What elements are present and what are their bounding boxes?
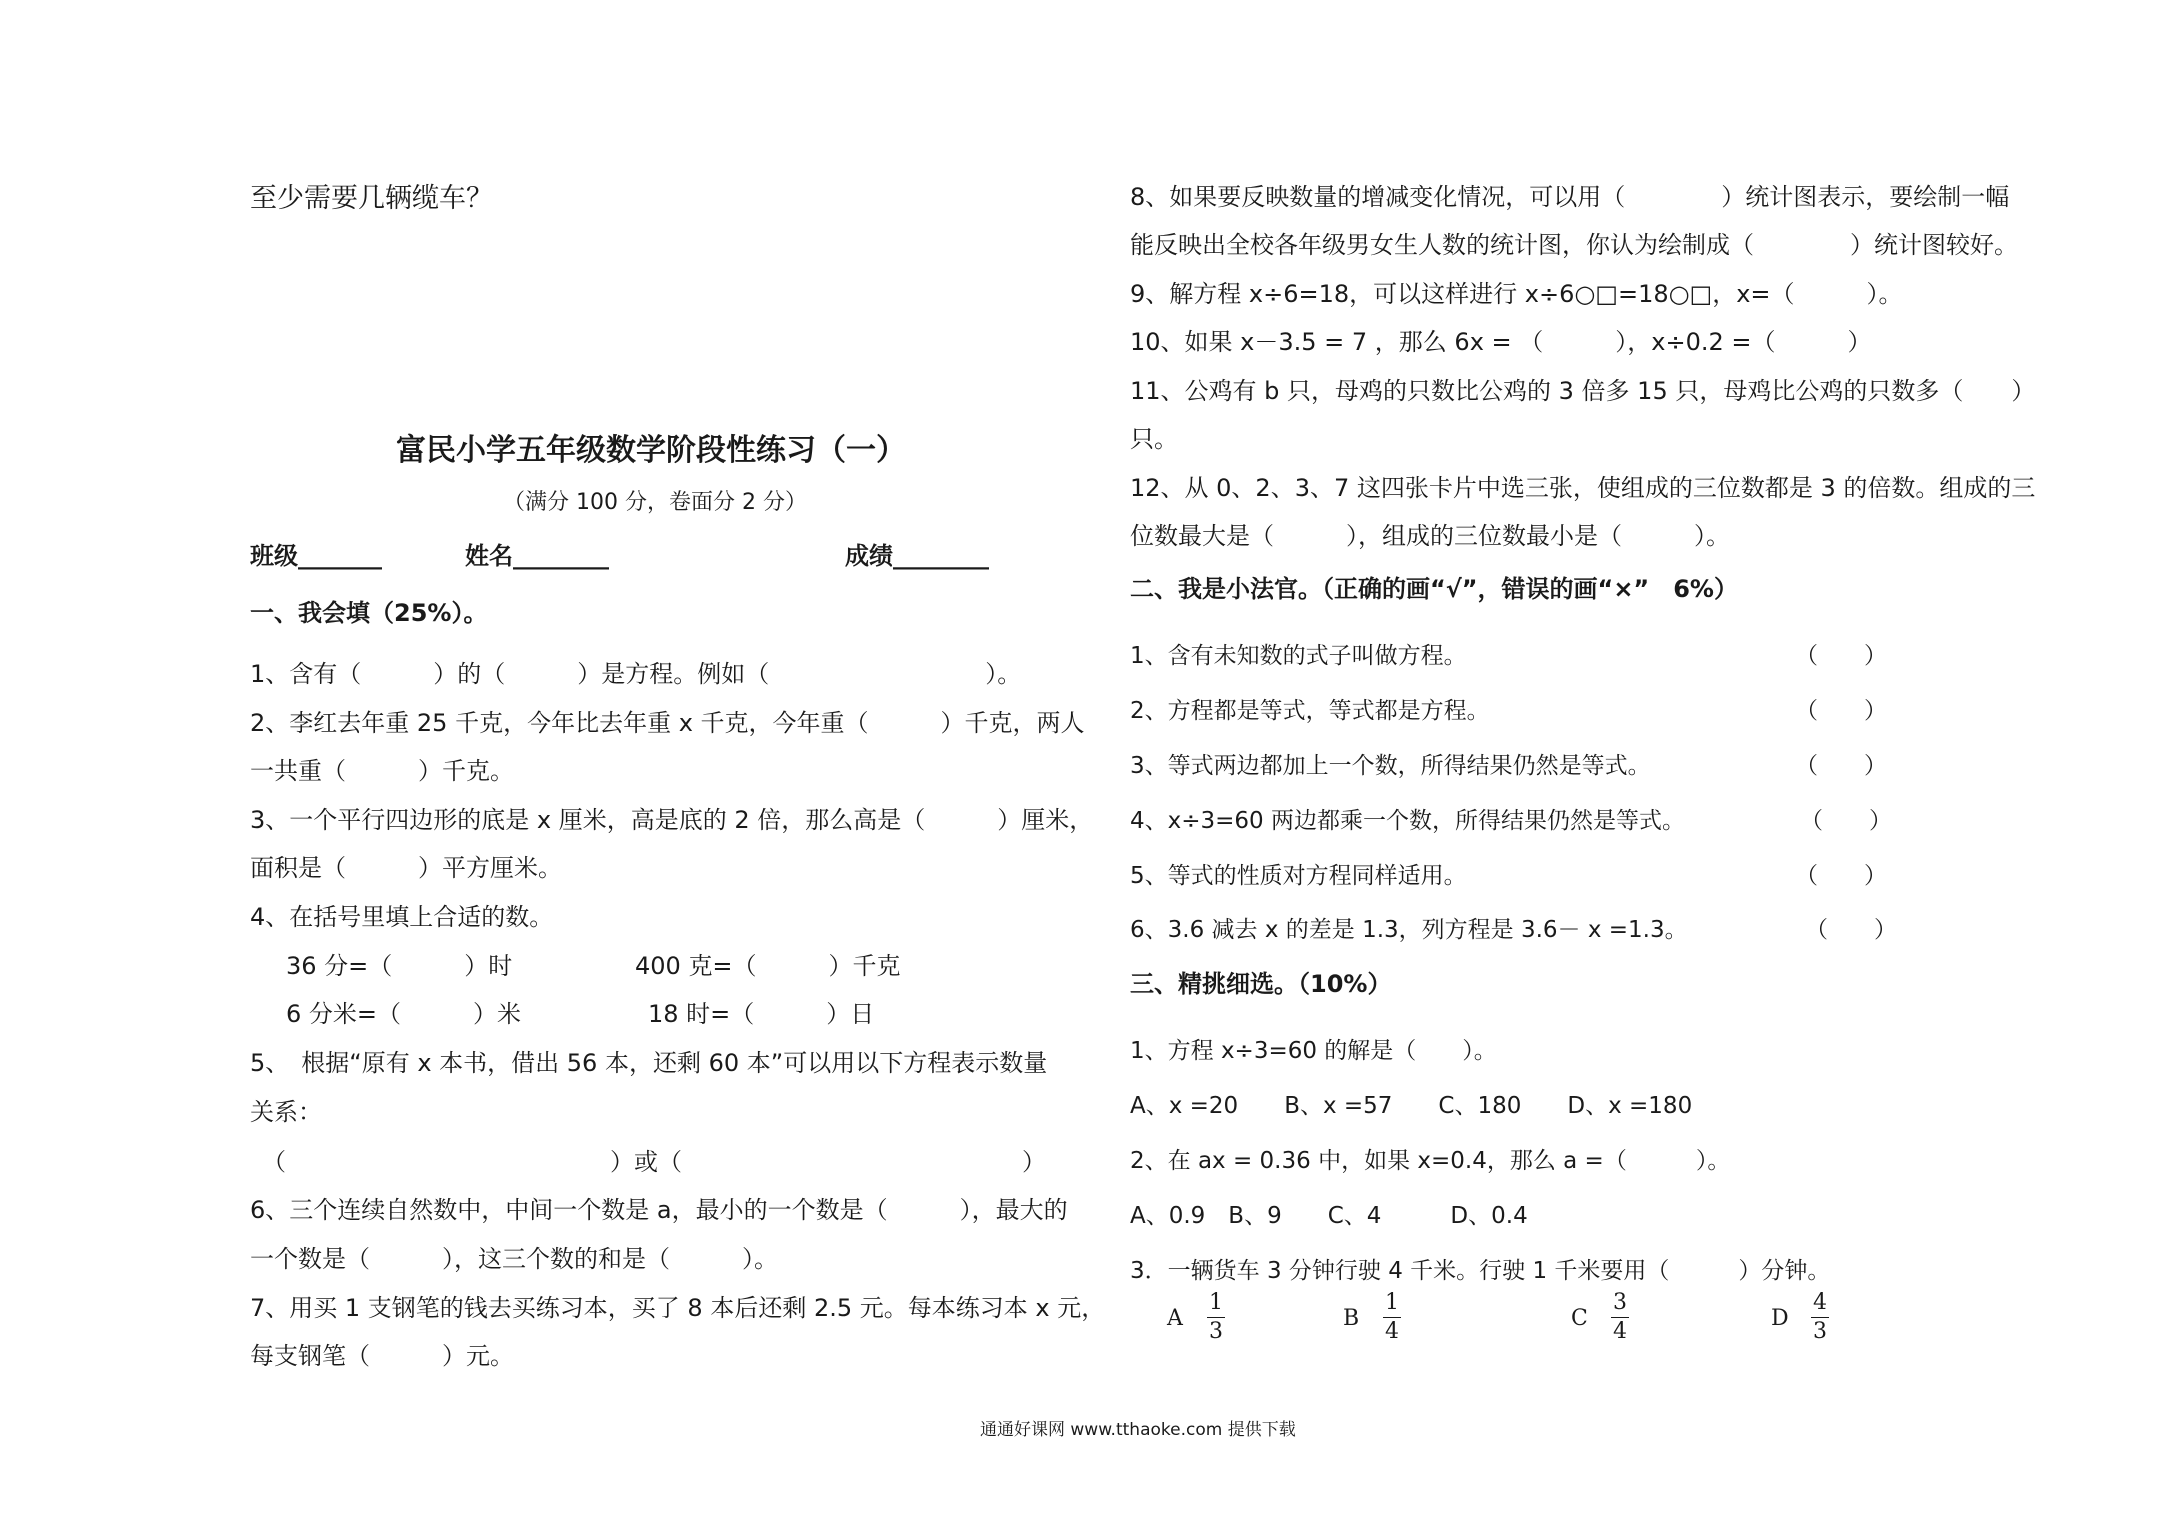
judge-item: 4、x÷3=60 两边都乘一个数，所得结果仍然是等式。 [1130, 808, 1685, 834]
score-field: 成绩________ [845, 542, 989, 570]
option-label: B [1343, 1306, 1360, 1331]
q12-line1: 12、从 0、2、3、7 这四张卡片中选三张，使组成的三位数都是 3 的倍数。组成的三 [1130, 474, 2036, 502]
judge-paren: （ ） [1805, 917, 1897, 943]
q1-line: 1、含有（ ）的（ ）是方程。例如（ ）。 [250, 660, 1022, 688]
choice-q1: 1、方程 x÷3=60 的解是（ ）。 [1130, 1038, 1497, 1064]
option-fraction [1811, 1290, 1829, 1345]
fraction-denominator: 3 [1209, 1319, 1223, 1344]
fraction-bar [1811, 1317, 1829, 1318]
fraction-numerator: 1 [1209, 1290, 1223, 1315]
fraction-bar [1383, 1317, 1401, 1318]
page-subtitle: （满分 100 分，卷面分 2 分） [503, 490, 807, 515]
section1-heading: 一、我会填（25%）。 [250, 599, 488, 627]
q10-line: 10、如果 x－3.5 = 7 ，那么 6x = （ ），x÷0.2 =（ ） [1130, 328, 1872, 356]
q5-paren: ）或（ [610, 1148, 682, 1176]
choice-q2-options: A、0.9 B、9 C、4 D、0.4 [1130, 1203, 1528, 1229]
q12-line2: 位数最大是（ ），组成的三位数最小是（ ）。 [1130, 522, 1730, 550]
fraction-denominator: 4 [1385, 1319, 1399, 1344]
fraction-denominator: 4 [1613, 1319, 1627, 1344]
q7-line2: 每支钢笔（ ）元。 [250, 1342, 514, 1370]
judge-item: 5、等式的性质对方程同样适用。 [1130, 863, 1467, 889]
option-fraction [1611, 1290, 1629, 1345]
q2-line2: 一共重（ ）千克。 [250, 757, 514, 785]
left-top-text: 至少需要几辆缆车？ [250, 183, 493, 214]
conv-item: 18 时=（ ）日 [648, 1000, 875, 1028]
judge-item: 1、含有未知数的式子叫做方程。 [1130, 643, 1467, 669]
q5-line2: 关系： [250, 1098, 322, 1126]
fraction-bar [1611, 1317, 1629, 1318]
conv-item: 400 克=（ ）千克 [635, 952, 901, 980]
judge-paren: （ ） [1800, 808, 1892, 834]
conv-item: 36 分=（ ）时 [286, 952, 513, 980]
q8-line2: 能反映出全校各年级男女生人数的统计图，你认为绘制成（ ）统计图较好。 [1130, 231, 2018, 259]
option-fraction [1383, 1290, 1401, 1345]
fraction-bar [1207, 1317, 1225, 1318]
q8-line1: 8、如果要反映数量的增减变化情况，可以用（ ）统计图表示，要绘制一幅 [1130, 183, 2010, 211]
section3-heading: 三、精挑细选。（10%） [1130, 970, 1392, 998]
option-label: A [1167, 1306, 1183, 1331]
fraction-numerator: 1 [1385, 1290, 1399, 1315]
q4-line: 4、在括号里填上合适的数。 [250, 903, 554, 931]
judge-item: 6、3.6 减去 x 的差是 1.3，列方程是 3.6－ x =1.3。 [1130, 917, 1688, 943]
section2-heading: 二、我是小法官。（正确的画“√”，错误的画“×” 6%） [1130, 575, 1738, 603]
q6-line1: 6、三个连续自然数中，中间一个数是 a，最小的一个数是（ ），最大的 [250, 1196, 1068, 1224]
q6-line2: 一个数是（ ），这三个数的和是（ ）。 [250, 1245, 778, 1273]
option-fraction [1207, 1290, 1225, 1345]
fraction-denominator: 3 [1813, 1319, 1827, 1344]
footer-text: 通通好课网 www.tthaoke.com 提供下载 [980, 1420, 1296, 1440]
judge-paren: （ ） [1795, 753, 1887, 779]
conv-item: 6 分米=（ ）米 [286, 1000, 522, 1028]
choice-q2: 2、在 ax = 0.36 中，如果 x=0.4，那么 a =（ ）。 [1130, 1148, 1731, 1174]
q5-paren: （ [262, 1148, 286, 1176]
q3-line1: 3、一个平行四边形的底是 x 厘米，高是底的 2 倍，那么高是（ ）厘米， [250, 806, 1094, 834]
page-title: 富民小学五年级数学阶段性练习（一） [396, 433, 906, 468]
q11-line2: 只。 [1130, 425, 1178, 453]
q11-line1: 11、公鸡有 b 只，母鸡的只数比公鸡的 3 倍多 15 只，母鸡比公鸡的只数多（ ） [1130, 377, 2036, 405]
q5-paren: ） [1022, 1148, 1046, 1176]
judge-paren: （ ） [1795, 863, 1887, 889]
name-field: 姓名________ [465, 542, 609, 570]
q2-line1: 2、李红去年重 25 千克，今年比去年重 x 千克，今年重（ ）千克，两人 [250, 709, 1085, 737]
option-label: D [1771, 1306, 1789, 1331]
q9-line: 9、解方程 x÷6=18，可以这样进行 x÷6○□=18○□，x=（ ）。 [1130, 280, 1903, 308]
q7-line1: 7、用买 1 支钢笔的钱去买练习本，买了 8 本后还剩 2.5 元。每本练习本 x 元， [250, 1294, 1106, 1322]
judge-paren: （ ） [1795, 643, 1887, 669]
choice-q3: 3．一辆货车 3 分钟行驶 4 千米。行驶 1 千米要用（ ）分钟。 [1130, 1258, 1831, 1284]
class-field: 班级_______ [250, 542, 382, 570]
judge-item: 3、等式两边都加上一个数，所得结果仍然是等式。 [1130, 753, 1651, 779]
judge-paren: （ ） [1795, 698, 1887, 724]
judge-item: 2、方程都是等式，等式都是方程。 [1130, 698, 1490, 724]
q3-line2: 面积是（ ）平方厘米。 [250, 854, 562, 882]
q5-line1: 5、 根据“原有 x 本书，借出 56 本，还剩 60 本”可以用以下方程表示数量 [250, 1049, 1048, 1077]
fraction-numerator: 3 [1613, 1290, 1627, 1315]
fraction-numerator: 4 [1813, 1290, 1827, 1315]
choice-q1-options: A、x =20 B、x =57 C、180 D、x =180 [1130, 1093, 1693, 1119]
option-label: C [1571, 1306, 1588, 1331]
